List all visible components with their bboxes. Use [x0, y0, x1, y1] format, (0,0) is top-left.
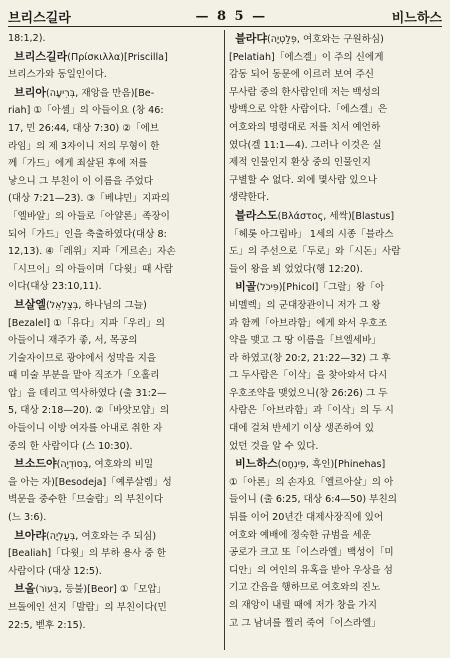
entry-text-line: 무사람 중의 한사람인데 저는 백성의 [229, 86, 381, 98]
dictionary-entry [229, 207, 442, 278]
dictionary-entry [229, 455, 442, 632]
entry-text-line: 5, 대상 2:18—20). ②「바앗모얍」의 [8, 405, 170, 417]
entry-etymology: (Πρίσκιλλα)[Priscilla] [67, 51, 168, 63]
entry-text-line: 12,13). ④「레위」지파「게르손」자손 [8, 246, 176, 258]
entry-text-line: 중의 한 사람이다 (스 10:30). [8, 440, 133, 452]
entry-text-line: 되어「가드」인을 축출하였다(대상 8: [8, 228, 167, 240]
dictionary-entry [229, 30, 442, 207]
entry-head-line [229, 207, 442, 226]
entry-text-line: 「엘바알」의 아들로「아얄론」족장이 [8, 210, 170, 222]
entry-etymology: (בְּעַלְיָה, 여호와는 주 되심) [46, 530, 157, 542]
entry-text-line: 비멜렉」의 군대장관이니 저가 그 왕 [229, 299, 381, 311]
entry-head-line [229, 30, 442, 49]
header-right-entry: 비느하스 [391, 10, 442, 26]
entry-text-line: 낳으니 그 부친이 이 이름을 주었다 [8, 175, 153, 187]
entry-headword: 브아랴 [14, 528, 46, 542]
left-column [8, 30, 221, 652]
entry-text-line: 도」의 주선으로「두로」와「시돈」사람 [229, 246, 401, 258]
entry-text-line: 22:5, 벧후 2:15). [8, 619, 86, 631]
entry-text-line: 「시므이」의 아들이며「다윗」때 사람 [8, 263, 173, 275]
entry-text-line: riah] ①「아셀」의 아들이요 (창 46: [8, 105, 164, 117]
entry-text-line: 을 아는 자)[Besodeja]「예루살렘」성 [8, 476, 172, 488]
entry-headword: 브리아 [14, 85, 46, 99]
entry-text-line: (느 3:6). [8, 512, 47, 524]
entry-etymology: (בְּסוֹדְיָה, 여호와의 비밀 [56, 459, 154, 471]
entry-text-line: 기고 간음을 행하므로 여호와의 진노 [229, 582, 381, 594]
right-column [229, 30, 442, 652]
entry-text-line: 뒤를 이어 20년간 대제사장직에 있어 [229, 512, 384, 524]
entry-text-line: 여호와의 명령대로 저를 치서 예언하 [229, 121, 381, 133]
entry-text-line: 17, 민 26:44, 대상 7:30) ②「에브 [8, 122, 160, 134]
entry-text-line: 고 그 남녀를 찔러 죽여「이스라엘」 [229, 617, 381, 629]
entry-etymology: (פִּיכֹל)[Phicol]「그랄」왕「아 [256, 282, 385, 294]
entry-headword: 브리스길라 [14, 49, 68, 63]
dictionary-entry [229, 278, 442, 455]
right-entries [229, 30, 442, 632]
entry-text-line: (대상 7:21—23). ③「베냐민」지파의 [8, 193, 170, 205]
entry-head-line [229, 278, 442, 297]
entry-text-line: 브돌에인 선지「발람」의 부친이다(민 [8, 602, 167, 613]
entry-text-line: [Bealiah]「다윗」의 부하 용사 중 한 [8, 548, 166, 560]
entry-text-line: 들이니 (출 6:25, 대상 6:4—50) 부친의 [229, 494, 397, 506]
entry-headword: 브살엘 [14, 297, 46, 311]
entry-headword: 브올 [14, 582, 36, 596]
entry-headword: 비골 [235, 280, 257, 294]
entry-etymology: (פִּינְחָס, 흑인)[Phinehas] [277, 459, 386, 471]
entry-head-line [8, 455, 221, 474]
dictionary-entry [8, 84, 221, 296]
dictionary-entry [8, 296, 221, 455]
entry-etymology: (בְּצַלְאֵל, 하나님의 그늘) [46, 299, 147, 311]
entry-text-line: 들이 왕을 뵈 었었다(행 12:20). [229, 263, 363, 275]
entry-text-line: 었던 것을 알 수 있다. [229, 440, 319, 452]
entry-head-line [8, 48, 221, 67]
entry-text-line: 우호조약을 맺었으니(창 26:26) 그 두 [229, 387, 388, 399]
entry-text-line: 방백으로 악한 사람이다.「에스겔」은 [229, 104, 388, 116]
header-left-entry: 브리스길라 [8, 10, 71, 26]
page-header [8, 6, 442, 27]
entry-etymology: (בְּרִיעָה, 재앙을 만음)[Be- [46, 87, 155, 99]
entry-text-line: 제적 인물인지 환상 중의 인물인지 [229, 157, 371, 169]
entry-text-line: ①「아론」의 손자요「엘르아살」의 아 [229, 476, 394, 488]
entry-text-line: 였다(겔 11:1—4). 그러나 이것은 실 [229, 139, 382, 151]
entry-headword: 비느하스 [235, 457, 278, 471]
entry-text-line: 라 하였고(창 20:2, 21:22—32) 그 후 [229, 352, 391, 364]
entry-text-line: 여호와 예배에 정숙한 규범을 세운 [229, 529, 371, 541]
entry-text-line: 때 미술 부분을 맡아 직조가「오홀리 [8, 370, 160, 382]
entry-head-line [8, 527, 221, 546]
entry-etymology: (Βλάστος, 세싹)[Blastus] [277, 210, 395, 222]
entry-text-line: 아들이니 재주가 좋, 서, 목공의 [8, 335, 138, 347]
entry-text-line: 「헤롯 아그립바」 1세의 시종「블라스 [229, 228, 394, 240]
entry-text-line: 감동 되어 동문에 이르러 보여 주신 [229, 69, 374, 81]
entry-etymology: (בְּעוֹר, 등불)[Beor] ①「모압」 [35, 584, 167, 596]
entry-text-line: [Bezalel] ①「유다」지파「우리」의 [8, 317, 166, 329]
entry-text-line: 벽문을 중수한「므술람」의 부친이다 [8, 494, 164, 506]
entry-text-line: 사람은「아브라함」과「이삭」의 두 시 [229, 405, 394, 417]
entry-text-line: 기술자이므로 광야에서 성막을 지을 [8, 352, 157, 364]
entry-headword: 브소드야 [14, 457, 57, 471]
entry-text-line: 압」을 데리고 역사하였다 (출 31:2— [8, 387, 167, 399]
entry-text-line: 브리스가와 동일인이다. [8, 69, 107, 81]
entry-text-line: 생략한다. [229, 192, 270, 204]
entry-text-line: 공로가 크고 또「이스라엘」백성이「미 [229, 547, 394, 559]
entry-headword: 블라스도 [235, 208, 278, 222]
entry-text-line: 과 함께「아브라함」에게 와서 우호조 [229, 317, 388, 329]
entry-text-line: 디안」의 여인의 유혹을 받아 우상을 섬 [229, 564, 393, 576]
page-number: — 8 5 — [195, 8, 268, 24]
dictionary-entry [8, 455, 221, 526]
column-divider [224, 30, 225, 650]
entry-text-line: 께「가드」에게 죄살된 후에 저를 [8, 158, 148, 170]
entry-text-line: 아들이니 이방 여자를 아내로 취한 자 [8, 423, 163, 435]
entry-text-line: 사람이다 (대상 12:5). [8, 565, 102, 577]
entry-text-line: 구별할 수 없다. 외에 몇사람 있으나 [229, 174, 378, 186]
entry-head-line [8, 580, 221, 599]
entry-etymology: (פְּלַטְיָה, 여호와는 구원하심) [267, 34, 384, 45]
dictionary-entry [8, 527, 221, 581]
left-entries [8, 48, 221, 635]
dictionary-entry [8, 48, 221, 84]
entry-head-line [229, 455, 442, 474]
entry-text-line: 그 두사람은「이삭」을 찾아와서 다시 [229, 370, 388, 382]
continued-reference: 18:1,2). [8, 33, 46, 44]
entry-text-line: 이다(대상 23:10,11). [8, 281, 102, 293]
entry-text-line: 약을 맺고 그 땅 이름을「브엘세바」 [229, 335, 381, 347]
entry-text-line: 대에 걸쳐 반세기 이상 생존하여 있 [229, 423, 374, 435]
entry-head-line [8, 296, 221, 315]
entry-text-line: 라임」의 제 3자이니 저의 무형이 한 [8, 140, 160, 152]
entry-headword: 블라댜 [235, 32, 267, 45]
entry-head-line [8, 84, 221, 103]
entry-text-line: [Pelatiah]「에스겔」이 주의 신에게 [229, 51, 384, 63]
dictionary-entry [8, 580, 221, 634]
entry-text-line: 의 재앙이 내릴 때에 저가 창을 가지 [229, 600, 378, 611]
